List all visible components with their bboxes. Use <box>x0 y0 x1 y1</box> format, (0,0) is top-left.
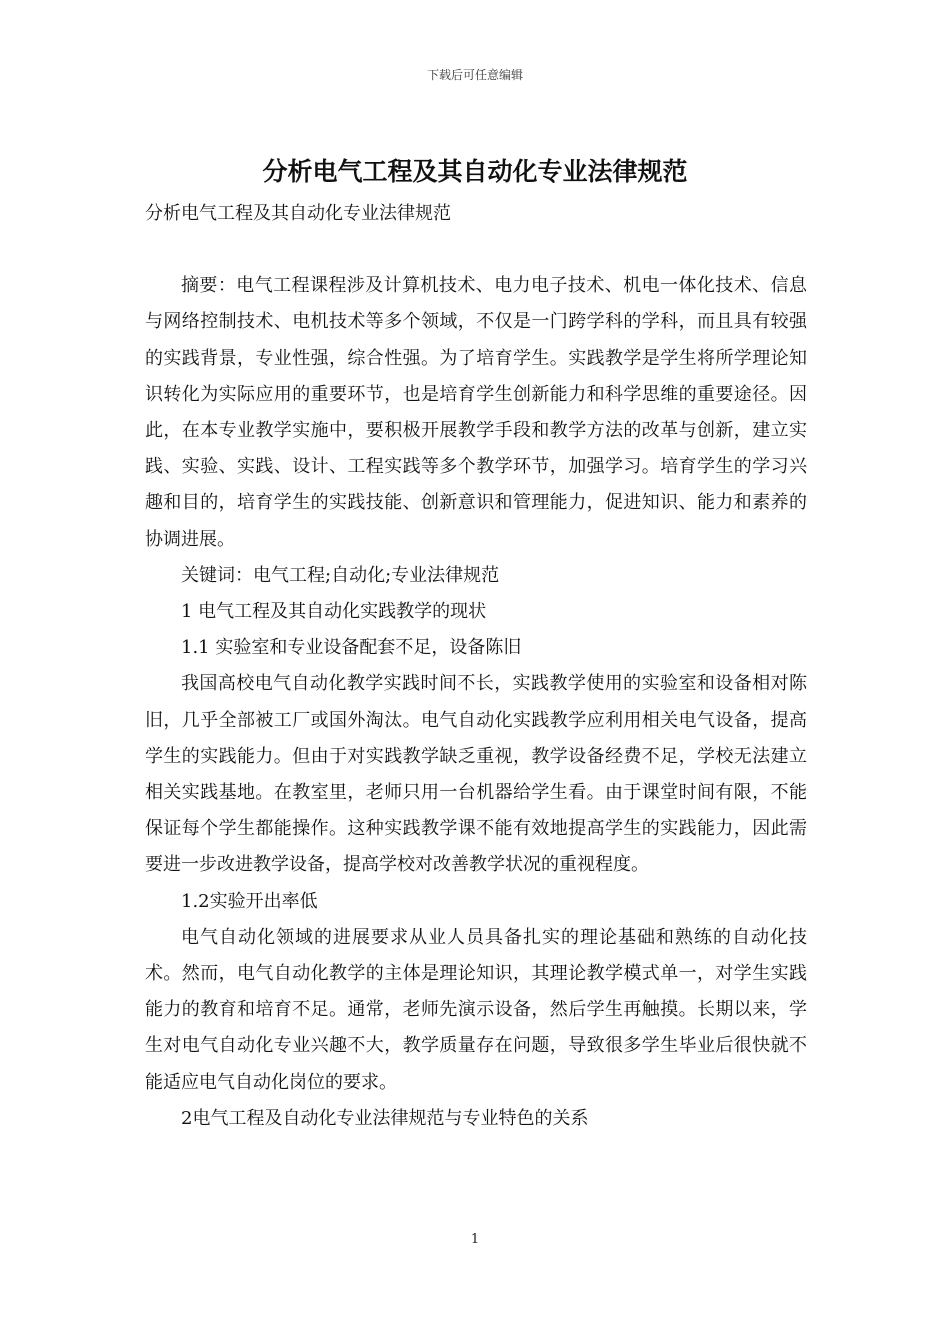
document-subtitle: 分析电气工程及其自动化专业法律规范 <box>145 203 451 224</box>
keywords-line: 关键词：电气工程;自动化;专业法律规范 <box>181 564 500 586</box>
section-paragraph-1-2: 电气自动化领域的进展要求从业人员具备扎实的理论基础和熟练的自动化技术。然而，电气自动化教学的主体是理论知识，其理论教学模式单一，对学生实践能力的教育和培育不足。通常，老师先演示设备，然后学生再触摸。长期以来，学生对电气自动化专业兴趣不大，教学质量存在问题，导致很多学生毕业后很快就不能适应电气自动化岗位的要求。 <box>145 926 807 1093</box>
section-heading-1-1: 1.1 实验室和专业设备配套不足，设备陈旧 <box>181 637 522 659</box>
header-note: 下载后可任意编辑 <box>426 68 523 82</box>
abstract-paragraph: 摘要：电气工程课程涉及计算机技术、电力电子技术、机电一体化技术、信息与网络控制技术、电机技术等多个领域，不仅是一门跨学科的学科，而且具有较强的实践背景，专业性强，综合性强。为了培育学生。实践教学是学生将所学理论知识转化为实际应用的重要环节，也是培育学生创新能力和科学思维的重要途径。因此，在本专业教学实施中，要积极开展教学手段和教学方法的改革与创新，建立实践、实验、实践、设计、工程实践等多个教学环节，加强学习。培育学生的学习兴趣和目的，培育学生的实践技能、创新意识和管理能力，促进知识、能力和素养的协调进展。 <box>145 275 807 550</box>
page-number: 1 <box>470 1232 480 1247</box>
section-heading-1: 1 电气工程及其自动化实践教学的现状 <box>181 601 487 623</box>
document-title: 分析电气工程及其自动化专业法律规范 <box>262 157 688 186</box>
section-heading-2: 2电气工程及自动化专业法律规范与专业特色的关系 <box>181 1107 589 1129</box>
section-heading-1-2: 1.2实验开出率低 <box>181 890 318 912</box>
document-body <box>145 196 807 1137</box>
section-paragraph-1-1: 我国高校电气自动化教学实践时间不长，实践教学使用的实验室和设备相对陈旧，几乎全部被工厂或国外淘汰。电气自动化实践教学应利用相关电气设备，提高学生的实践能力。但由于对实践教学缺乏重视，教学设备经费不足，学校无法建立相关实践基地。在教室里，老师只用一台机器给学生看。由于课堂时间有限，不能保证每个学生都能操作。这种实践教学课不能有效地提高学生的实践能力，因此需要进一步改进教学设备，提高学校对改善教学状况的重视程度。 <box>145 673 807 876</box>
